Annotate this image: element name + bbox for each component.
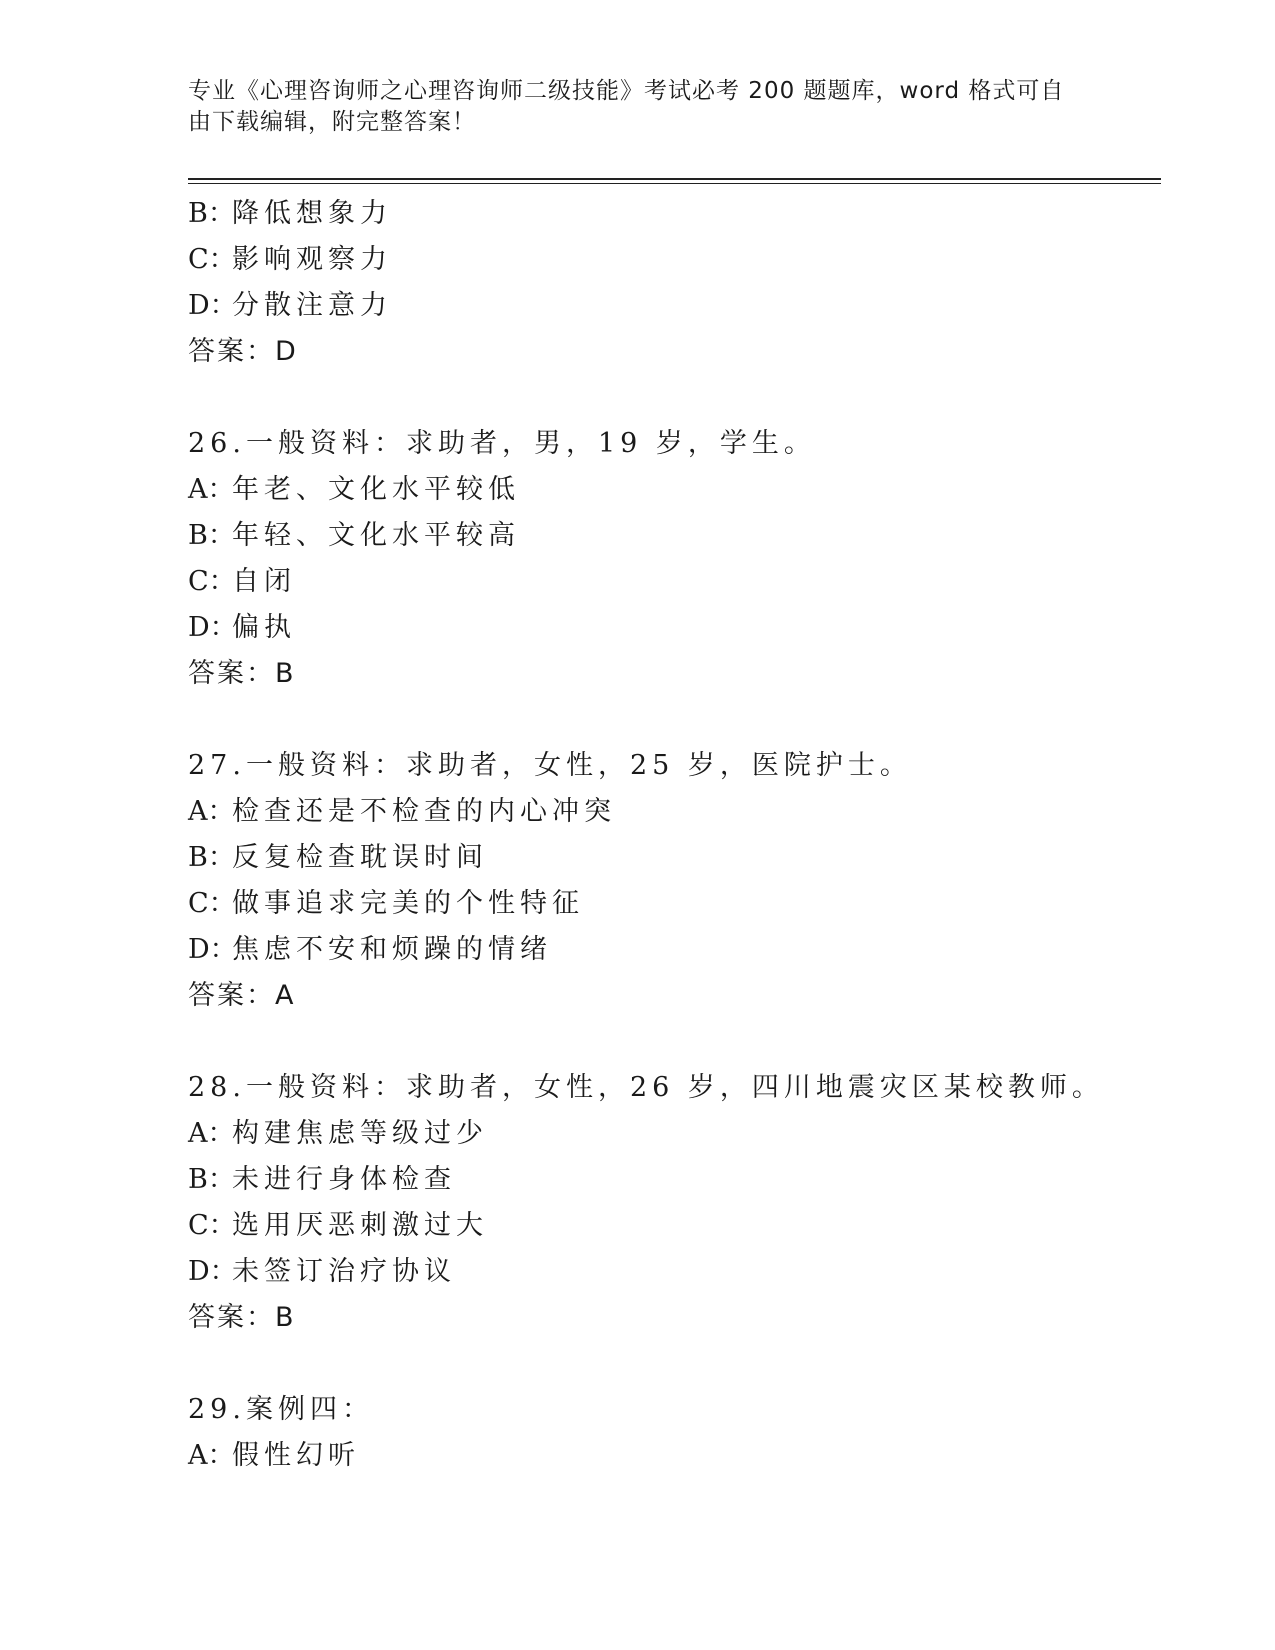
option-text: 影响观察力 (232, 244, 392, 275)
option-key: A： (188, 1440, 235, 1471)
option-text: 年老、文化水平较低 (232, 474, 520, 505)
spacer (188, 375, 1148, 421)
answer-line: 答案：B (188, 1302, 296, 1333)
option-key: B： (188, 520, 235, 551)
option-key: A： (188, 796, 235, 827)
answer-line: 答案：D (188, 336, 298, 367)
option-line (188, 881, 1148, 927)
option-line (188, 1433, 1148, 1479)
option-key: A： (188, 474, 235, 505)
question-title: 29.案例四： (188, 1394, 374, 1425)
header-rule-thick (188, 178, 1161, 180)
option-key: D： (188, 612, 237, 643)
question-title: 27.一般资料：求助者，女性，25 岁，医院护士。 (188, 750, 912, 781)
option-line (188, 283, 1148, 329)
question-list (188, 191, 1148, 1479)
option-key: D： (188, 290, 237, 321)
spacer (188, 1341, 1148, 1387)
option-key: A： (188, 1118, 235, 1149)
option-text: 焦虑不安和烦躁的情绪 (232, 934, 552, 965)
option-text: 未签订治疗协议 (232, 1256, 456, 1287)
option-key: C： (188, 566, 236, 597)
spacer (188, 1019, 1148, 1065)
option-line (188, 1203, 1148, 1249)
answer-line: 答案：B (188, 658, 296, 689)
option-text: 分散注意力 (232, 290, 392, 321)
document-header: 专业《心理咨询师之心理咨询师二级技能》考试必考 200 题题库，word 格式可自由下载编辑，附完整答案！ (188, 78, 1065, 135)
option-line (188, 605, 1148, 651)
option-key: D： (188, 934, 237, 965)
option-line (188, 927, 1148, 973)
header-rule-thin (188, 183, 1161, 184)
option-line (188, 789, 1148, 835)
option-line (188, 191, 1148, 237)
spacer (188, 697, 1148, 743)
option-key: D： (188, 1256, 237, 1287)
option-text: 年轻、文化水平较高 (232, 520, 520, 551)
option-key: C： (188, 244, 236, 275)
option-line (188, 513, 1148, 559)
option-text: 反复检查耽误时间 (232, 842, 488, 873)
option-text: 自闭 (232, 566, 296, 597)
option-text: 降低想象力 (232, 198, 392, 229)
question-title: 26.一般资料：求助者，男，19 岁，学生。 (188, 428, 816, 459)
option-key: C： (188, 1210, 236, 1241)
option-text: 做事追求完美的个性特征 (232, 888, 584, 919)
option-text: 选用厌恶刺激过大 (232, 1210, 488, 1241)
option-line (188, 467, 1148, 513)
option-text: 构建焦虑等级过少 (232, 1118, 488, 1149)
option-line (188, 559, 1148, 605)
option-line (188, 1111, 1148, 1157)
option-text: 假性幻听 (232, 1440, 360, 1471)
option-text: 未进行身体检查 (232, 1164, 456, 1195)
question-title: 28.一般资料：求助者，女性，26 岁，四川地震灾区某校教师。 (188, 1072, 1104, 1103)
option-line (188, 1157, 1148, 1203)
option-key: B： (188, 1164, 235, 1195)
option-key: C： (188, 888, 236, 919)
option-text: 检查还是不检查的内心冲突 (232, 796, 616, 827)
answer-line: 答案：A (188, 980, 296, 1011)
option-line (188, 835, 1148, 881)
option-key: B： (188, 198, 235, 229)
option-key: B： (188, 842, 235, 873)
option-line (188, 237, 1148, 283)
option-text: 偏执 (232, 612, 296, 643)
option-line (188, 1249, 1148, 1295)
